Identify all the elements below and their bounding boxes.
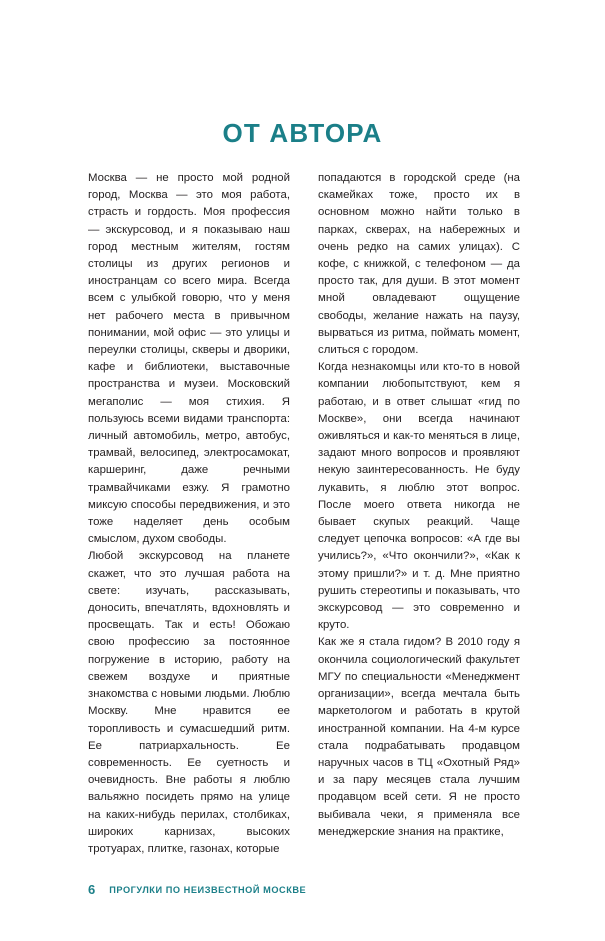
running-head: ПРОГУЛКИ ПО НЕИЗВЕСТНОЙ МОСКВЕ — [109, 884, 307, 895]
paragraph: Когда незнакомцы или кто-то в новой компании любопытствуют, кем я работаю, и в ответ слышат «гид по Москве», они всегда начинают оживляться и как-то меняться в лице, задают много вопросов и проявляют некую заинтересованность. Не буду лукавить, я люблю этот вопрос. После моего ответа никогда не бывает скупых реакций. Чаще следует цепочка вопросов: «А где вы учились?», «Что окончили?», «Как к этому пришли?» и т. д. Мне приятно рушить стереотипы и показывать, что экскурсовод — это современно и круто. — [318, 361, 520, 632]
text-column-right — [318, 170, 520, 870]
page-title: ОТ АВТОРА — [222, 118, 383, 148]
text-column-left — [88, 170, 290, 870]
paragraph: Москва — не просто мой родной город, Москва — это моя работа, страсть и гордость. Моя профессия — экскурсовод, и я показываю наш город местным жителям, гостям столицы из других регионов и иностранцам со всего мира. Всегда всем с улыбкой говорю, что у меня нет рабочего места в привычном понимании, мой офис — это улицы и переулки столицы, скверы и дворики, кафе и библиотеки, выставочные пространства и музеи. Московский мегаполис — моя стихия. Я пользуюсь всеми видами транспорта: личный автомобиль, метро, автобус, трамвай, велосипед, электросамокат, каршеринг, даже речными трамвайчиками езжу. Я грамотно миксую способы передвижения, и это тоже наделяет день особым смыслом, духом свободы. — [88, 172, 290, 546]
paragraph: Как же я стала гидом? В 2010 году я окончила социологический факультет МГУ по специальности «Менеджмент организации», всегда мечтала быть маркетологом и работать в крутой иностранной компании. На 4-м курсе стала подрабатывать продавцом наручных часов в ТЦ «Охотный Ряд» и за пару месяцев стала лучшим продавцом всей сети. Я не просто выбивала чеки, я применяла все менеджерские знания на практике, — [318, 636, 520, 838]
paragraph: попадаются в городской среде (на скамейках тоже, просто их в основном можно найти только в парках, скверах, на набережных и очень редко на самих улицах). С кофе, с книжкой, с телефоном — да просто так, для души. В этот момент мной овладевают ощущение свободы, желание нажать на паузу, вырваться из ритма, поймать момент, слиться с городом. — [318, 172, 520, 357]
body-text-columns — [88, 170, 520, 870]
paragraph: Любой экскурсовод на планете скажет, что это лучшая работа на свете: изучать, рассказывать, доносить, впечатлять, вдохновлять и просвещать. Так и есть! Обожаю свою профессию за постоянное погружение в историю, работу на свежем воздухе и приятные знакомства с новыми людьми. Люблю Москву. Мне нравится ее торопливость и сумасшедший ритм. Ее патриархальность. Ее современность. Ее суетность и очевидность. Вне работы я люблю вальяжно посидеть прямо на улице на каких-нибудь перилах, столбиках, широких карнизах, высоких тротуарах, плитке, газонах, которые — [88, 550, 290, 855]
page-footer — [88, 882, 306, 897]
page-number: 6 — [88, 882, 96, 897]
